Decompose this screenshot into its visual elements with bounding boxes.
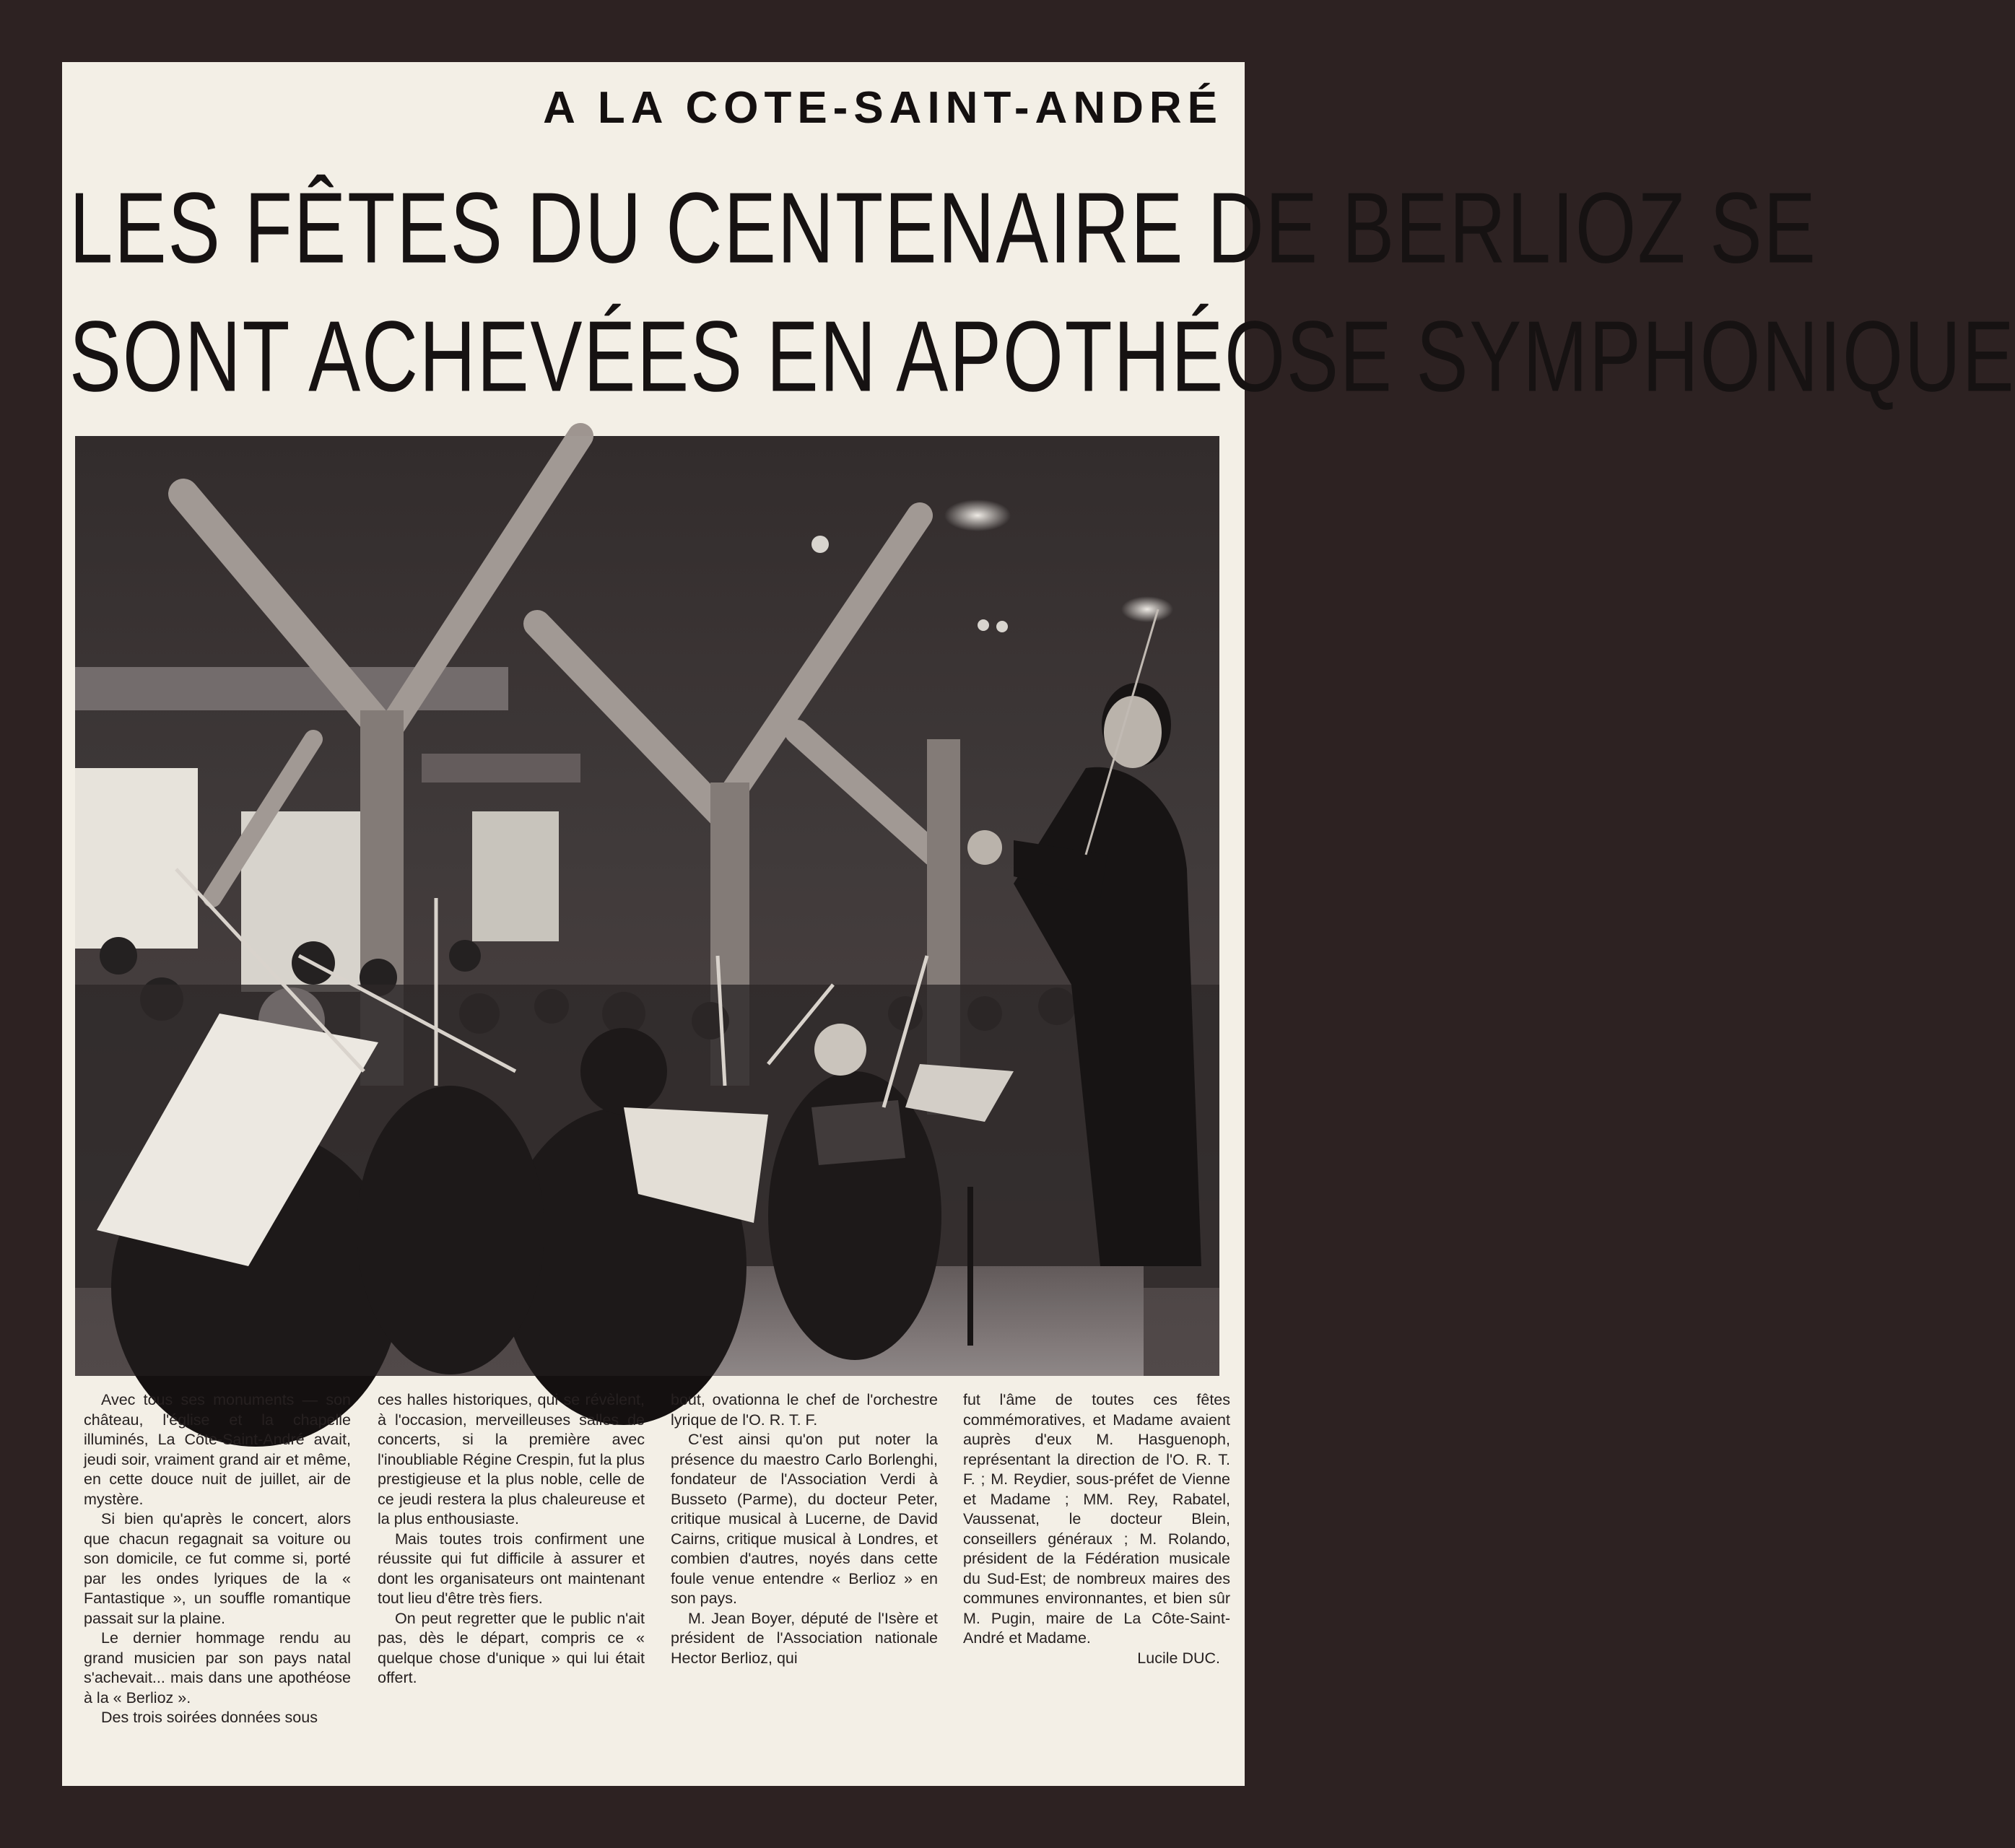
headline-line-1: LES FÊTES DU CENTENAIRE DE BERLIOZ SE [69,172,1817,285]
kicker-title: A LA COTE-SAINT-ANDRÉ [543,83,1223,133]
paragraph: fut l'âme de toutes ces fêtes commémoratives, et Madame avaient auprès d'eux M. Hasguenoph, représentant la direction de l'O. R. T. F. ; M. Reydier, sous-préfet de Vienne et Madame ; MM. Rey, Rabatel, Vaussenat, le docteur Blein, conseillers généraux ; M. Rolando, président de la Fédération musicale du Sud-Est; de nombreux maires des communes environnantes, et bien sûr M. Pugin, maire de La Côte-Saint-André et Madame. [963,1391,1230,1647]
paragraph: M. Jean Boyer, député de l'Isère et président de l'Association nationale Hector Berlioz, qui [671,1609,938,1667]
newspaper-clipping [62,62,2015,1786]
author-signature: Lucile DUC. [1137,1649,1220,1667]
article-column-3 [671,1390,938,1668]
paragraph: Avec tous ses monuments — son château, l'église et la chapelle illuminés, La Côte-Saint-André avait, jeudi soir, vraiment grand air et même, en cette douce nuit de juillet, air de mystère. [84,1391,351,1508]
article-column-4 [963,1390,1230,1668]
article-body [84,1390,1230,1773]
paragraph: Mais toutes trois confirment une réussite qui fut difficile à assurer et dont les organisateurs ont maintenant tout lieu d'être très fiers. [378,1530,645,1607]
headline-line-2: SONT ACHEVÉES EN APOTHÉOSE SYMPHONIQUE [69,300,2015,414]
paragraph: Si bien qu'après le concert, alors que chacun regagnait sa voiture ou son domicile, ce fut comme si, porté par les ondes lyriques de la « Fantastique », un souffle romantique passait sur la plaine. [84,1510,351,1627]
paragraph: ces halles historiques, qui se révèlent, à l'occasion, merveilleuses salles de concerts, si la première avec l'inoubliable Régine Crespin, fut la plus prestigieuse et la plus noble, celle de ce jeudi restera la plus chaleureuse et la plus enthousiaste. [378,1391,645,1527]
paragraph: Le dernier hommage rendu au grand musicien par son pays natal s'achevait... mais dans une apothéose à la « Berlioz ». [84,1629,351,1707]
concert-photo [75,436,1219,1376]
article-column-1 [84,1390,351,1728]
paragraph: On peut regretter que le public n'ait pas, dès le départ, compris ce « quelque chose d'unique » qui lui était offert. [378,1609,645,1686]
article-column-2 [378,1390,645,1688]
paragraph: Des trois soirées données sous [101,1709,318,1726]
paragraph: bout, ovationna le chef de l'orchestre lyrique de l'O. R. T. F. [671,1391,938,1429]
paragraph: C'est ainsi qu'on put noter la présence du maestro Carlo Borlenghi, fondateur de l'Association Verdi à Busseto (Parme), du docteur Peter, critique musical à Lucerne, de David Cairns, critique musical à Londres, et combien d'autres, noyés dans cette foule venue entendre « Berlioz » en son pays. [671,1431,938,1607]
